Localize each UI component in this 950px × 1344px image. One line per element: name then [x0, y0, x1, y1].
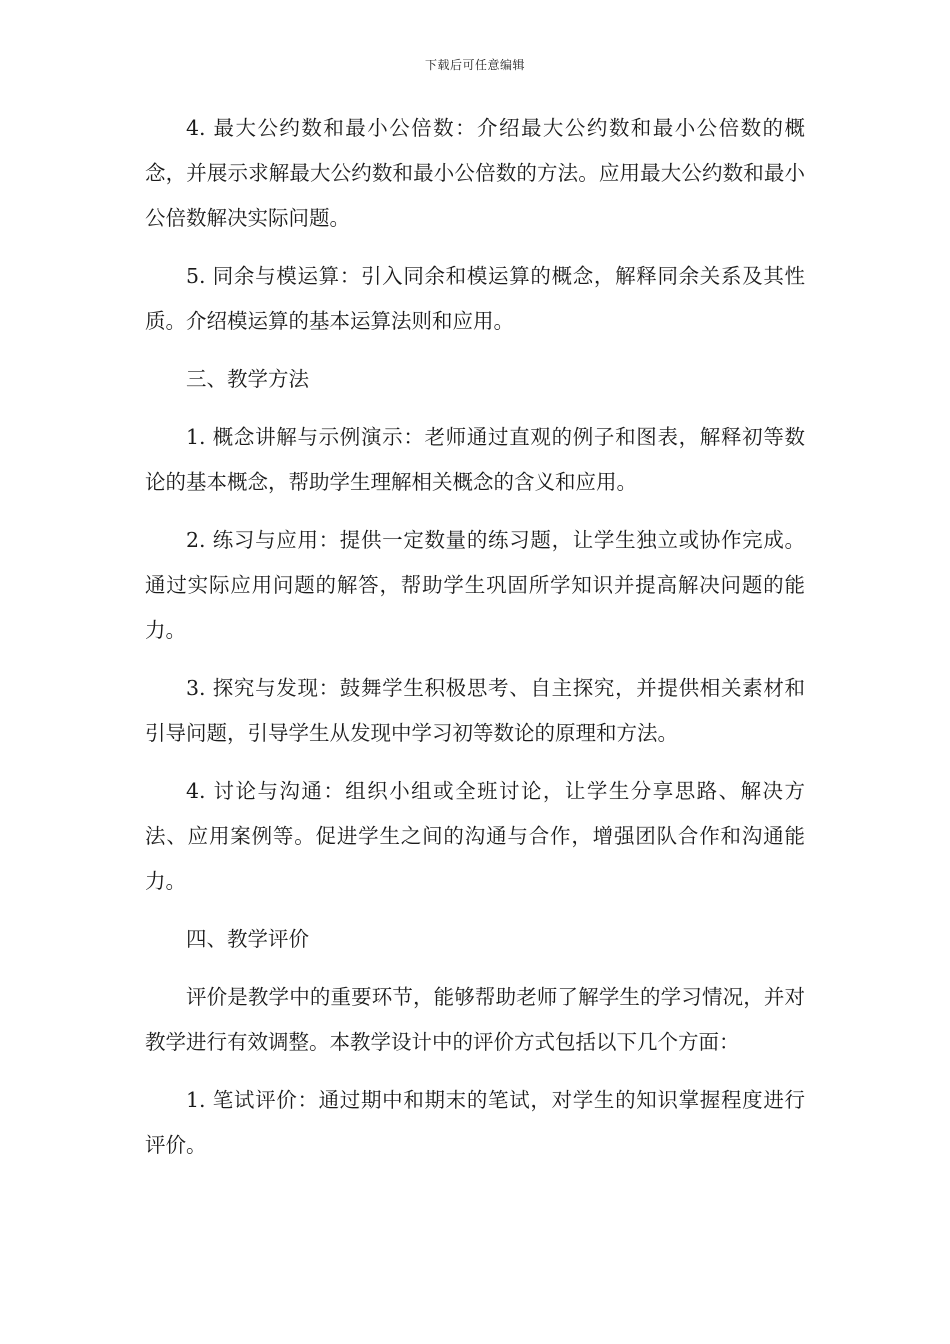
paragraph-discussion-communication: 4. 讨论与沟通：组织小组或全班讨论，让学生分享思路、解决方法、应用案例等。促进学生之间的沟通与合作，增强团队合作和沟通能力。	[145, 779, 805, 893]
paragraph-practice-application: 2. 练习与应用：提供一定数量的练习题，让学生独立或协作完成。通过实际应用问题的解答，帮助学生巩固所学知识并提高解决问题的能力。	[145, 528, 805, 642]
paragraph-gcd-lcm: 4. 最大公约数和最小公倍数：介绍最大公约数和最小公倍数的概念，并展示求解最大公约数和最小公倍数的方法。应用最大公约数和最小公倍数解决实际问题。	[145, 116, 805, 230]
paragraph-evaluation-intro: 评价是教学中的重要环节，能够帮助老师了解学生的学习情况，并对教学进行有效调整。本教学设计中的评价方式包括以下几个方面：	[145, 985, 805, 1054]
section-heading-teaching-methods: 三、教学方法	[186, 367, 309, 391]
paragraph-concept-explanation: 1. 概念讲解与示例演示：老师通过直观的例子和图表，解释初等数论的基本概念，帮助学生理解相关概念的含义和应用。	[145, 425, 805, 494]
paragraph-written-exam-evaluation: 1. 笔试评价：通过期中和期末的笔试，对学生的知识掌握程度进行评价。	[145, 1088, 805, 1157]
paragraph-congruence-modulo: 5. 同余与模运算：引入同余和模运算的概念，解释同余关系及其性质。介绍模运算的基本运算法则和应用。	[145, 264, 805, 333]
page-header: 下载后可任意编辑	[424, 58, 525, 72]
document-body	[145, 106, 805, 1181]
paragraph-inquiry-discovery: 3. 探究与发现：鼓舞学生积极思考、自主探究，并提供相关素材和引导问题，引导学生从发现中学习初等数论的原理和方法。	[145, 676, 805, 745]
section-heading-teaching-evaluation: 四、教学评价	[186, 927, 309, 951]
